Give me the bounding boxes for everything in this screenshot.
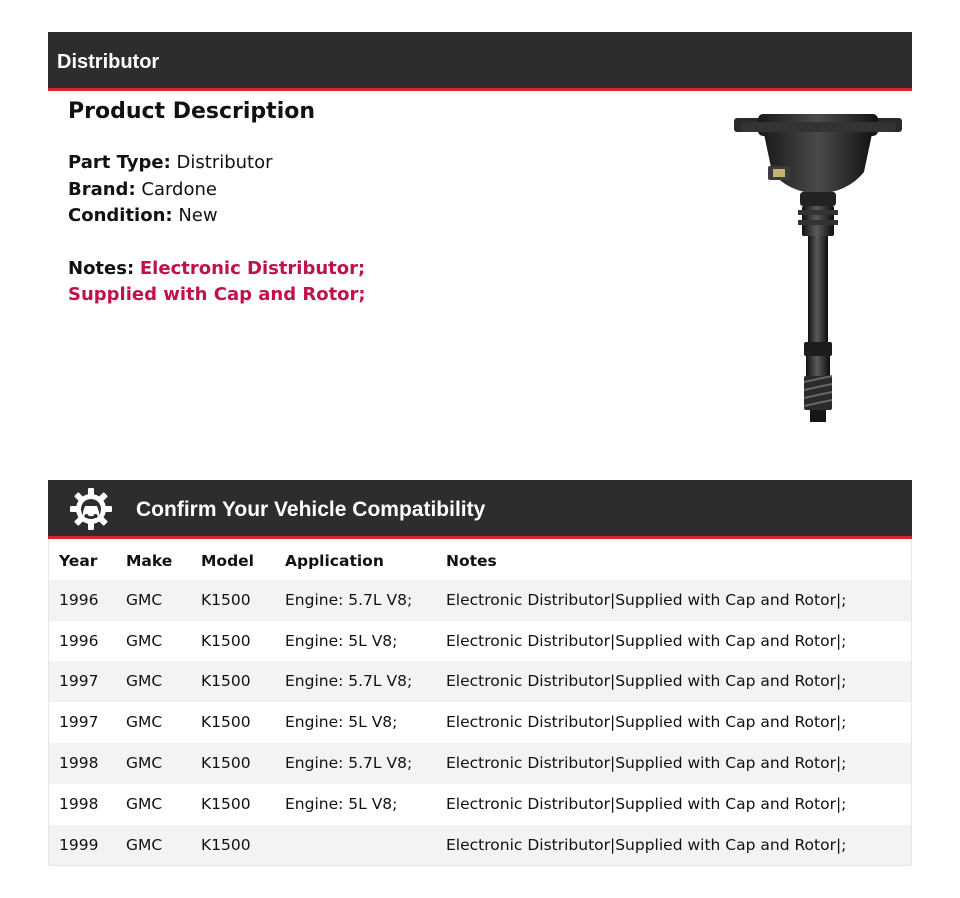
gear-car-icon [68,486,114,532]
cell-notes: Electronic Distributor|Supplied with Cap and Rotor|; [446,590,847,609]
cell-year: 1999 [59,835,99,854]
column-header-model: Model [201,552,254,570]
cell-application: Engine: 5.7L V8; [285,590,413,609]
spec-brand [68,177,468,204]
section-header-distributor [48,32,912,91]
cell-year: 1998 [59,753,99,772]
compatibility-table [48,539,912,866]
cell-make: GMC [126,713,163,732]
cell-notes: Electronic Distributor|Supplied with Cap and Rotor|; [446,713,847,732]
cell-model: K1500 [201,753,251,772]
cell-application: Engine: 5.7L V8; [285,672,413,691]
cell-application: Engine: 5L V8; [285,631,398,650]
product-description [68,96,468,309]
notes-value: Electronic Distributor; Supplied with Cap and Rotor; [68,257,366,305]
section-header-compatibility [48,480,912,539]
table-row [49,580,911,621]
table-row [49,743,911,784]
spec-list [68,150,468,230]
cell-application: Engine: 5L V8; [285,794,398,813]
cell-model: K1500 [201,631,251,650]
cell-make: GMC [126,590,163,609]
table-header-row [49,539,911,580]
notes-label: Notes: [68,257,135,279]
distributor-product-image [728,110,908,430]
section-title: Distributor [57,51,160,73]
spec-value: New [178,205,218,226]
cell-year: 1997 [59,672,99,691]
table-row [49,784,911,825]
cell-model: K1500 [201,794,251,813]
column-header-year: Year [59,552,98,570]
cell-model: K1500 [201,590,251,609]
table-row [49,621,911,662]
cell-notes: Electronic Distributor|Supplied with Cap and Rotor|; [446,753,847,772]
product-notes [68,256,448,309]
cell-year: 1996 [59,590,99,609]
spec-condition [68,203,468,230]
column-header-application: Application [285,552,384,570]
cell-make: GMC [126,672,163,691]
cell-model: K1500 [201,672,251,691]
table-row [49,825,911,866]
section-title: Confirm Your Vehicle Compatibility [136,498,486,521]
cell-model: K1500 [201,713,251,732]
cell-year: 1996 [59,631,99,650]
column-header-make: Make [126,552,173,570]
spec-label: Part Type: [68,152,171,173]
description-heading: Product Description [68,99,316,124]
spec-part-type [68,150,468,177]
cell-make: GMC [126,631,163,650]
spec-label: Condition: [68,205,173,226]
cell-model: K1500 [201,835,251,854]
table-row [49,661,911,702]
cell-notes: Electronic Distributor|Supplied with Cap and Rotor|; [446,631,847,650]
spec-value: Cardone [141,178,217,200]
cell-notes: Electronic Distributor|Supplied with Cap and Rotor|; [446,835,847,854]
cell-application: Engine: 5.7L V8; [285,753,413,772]
cell-application: Engine: 5L V8; [285,713,398,732]
cell-notes: Electronic Distributor|Supplied with Cap and Rotor|; [446,672,847,691]
cell-make: GMC [126,794,163,813]
cell-notes: Electronic Distributor|Supplied with Cap and Rotor|; [446,794,847,813]
cell-year: 1997 [59,713,99,732]
cell-make: GMC [126,835,163,854]
column-header-notes: Notes [446,552,497,570]
cell-year: 1998 [59,794,99,813]
spec-label: Brand: [68,178,136,200]
cell-make: GMC [126,753,163,772]
table-row [49,702,911,743]
spec-value: Distributor [176,152,273,173]
